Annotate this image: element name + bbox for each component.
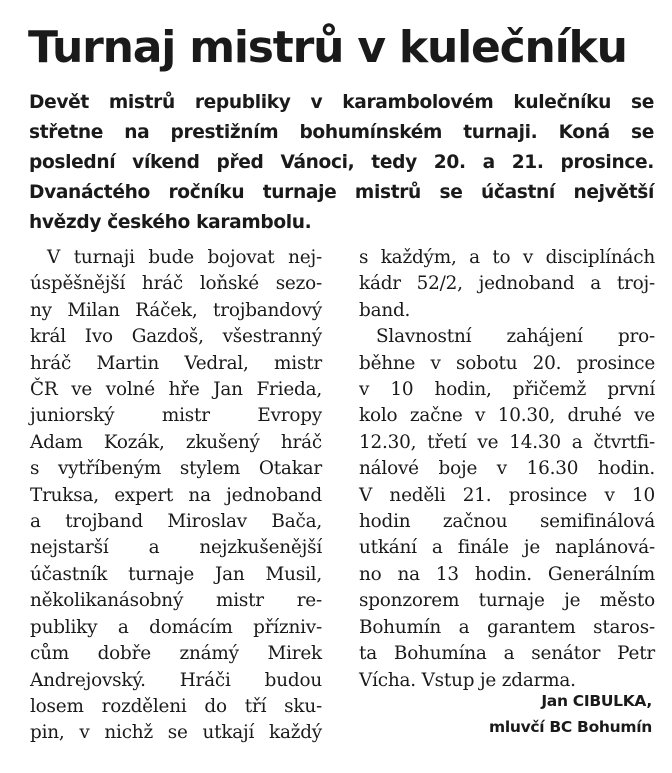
body-line: nálové boje v 16.30 hodin. (359, 458, 655, 480)
body-line: cům dobře známý Mirek (30, 643, 322, 665)
lead-line: poslední víkend před Vánoci, tedy 20. a 21. prosince. (29, 152, 654, 173)
body-line: Andrejovský. Hráči budou (30, 669, 322, 691)
body-line: a trojband Miroslav Bača, (30, 511, 322, 533)
lead-line: Dvanáctého ročníku turnaje mistrů se účastní největší (29, 182, 654, 203)
body-line: ny Milan Ráček, trojbandový (30, 299, 322, 321)
body-line: Adam Kozák, zkušený hráč (30, 431, 322, 453)
author-role: mluvčí BC Bohumín (488, 718, 652, 736)
body-line: utkání a finále je naplánová- (359, 537, 655, 559)
body-line: Truksa, expert na jednoband (30, 484, 322, 506)
body-line: ta Bohumína a senátor Petr (359, 643, 655, 665)
body-line: V neděli 21. prosince v 10 (359, 484, 655, 506)
body-line: nejstarší a nejzkušenější (30, 537, 322, 559)
body-line: král Ivo Gazdoš, všestranný (30, 326, 322, 348)
body-line: v 10 hodin, přičemž první (359, 379, 655, 401)
body-column-left (30, 245, 322, 747)
body-line: sponzorem turnaje je město (359, 590, 655, 612)
article-headline: Turnaj mistrů v kulečníku (28, 22, 627, 73)
article-lead (29, 88, 654, 238)
body-line: kádr 52/2, jednoband a troj- (359, 273, 655, 295)
lead-line: střetne na prestižním bohumínském turnaji. Koná se (29, 122, 654, 143)
lead-line: Devět mistrů republiky v karambolovém kulečníku se (29, 92, 654, 113)
lead-line: hvězdy českého karambolu. (29, 212, 312, 233)
body-line: no na 13 hodin. Generálním (359, 563, 655, 585)
body-line: Vícha. Vstup je zdarma. (359, 669, 576, 691)
body-line: band. (359, 299, 411, 321)
body-line: kolo začne v 10.30, druhé ve (359, 405, 655, 427)
body-line: hráč Martin Vedral, mistr (30, 352, 322, 374)
body-line: losem rozděleni do tří sku- (30, 695, 322, 717)
body-line: několikanásobný mistr re- (30, 590, 322, 612)
body-line: V turnaji bude bojovat nej- (47, 247, 322, 268)
body-line: účastník turnaje Jan Musil, (30, 563, 322, 585)
body-line: pin, v nichž se utkají každý (30, 722, 322, 744)
body-column-right (359, 245, 655, 694)
body-line: běhne v sobotu 20. prosince (359, 352, 655, 374)
body-line: Bohumín a garantem staros- (359, 616, 655, 638)
body-line: s vytříbeným stylem Otakar (30, 458, 322, 480)
body-line: ČR ve volné hře Jan Frieda, (30, 379, 322, 401)
body-line: hodin začnou semifinálová (359, 511, 655, 533)
body-line: Slavnostní zahájení pro- (376, 326, 655, 348)
body-line: s každým, a to v disciplínách (359, 247, 655, 268)
author-name: Jan CIBULKA, (541, 692, 652, 710)
body-line: 12.30, třetí ve 14.30 a čtvrtfi- (359, 431, 655, 453)
body-line: publiky a domácím přízniv- (30, 616, 322, 638)
body-line: úspěšnější hráč loňské sezo- (30, 273, 322, 295)
body-line: juniorský mistr Evropy (30, 405, 322, 427)
